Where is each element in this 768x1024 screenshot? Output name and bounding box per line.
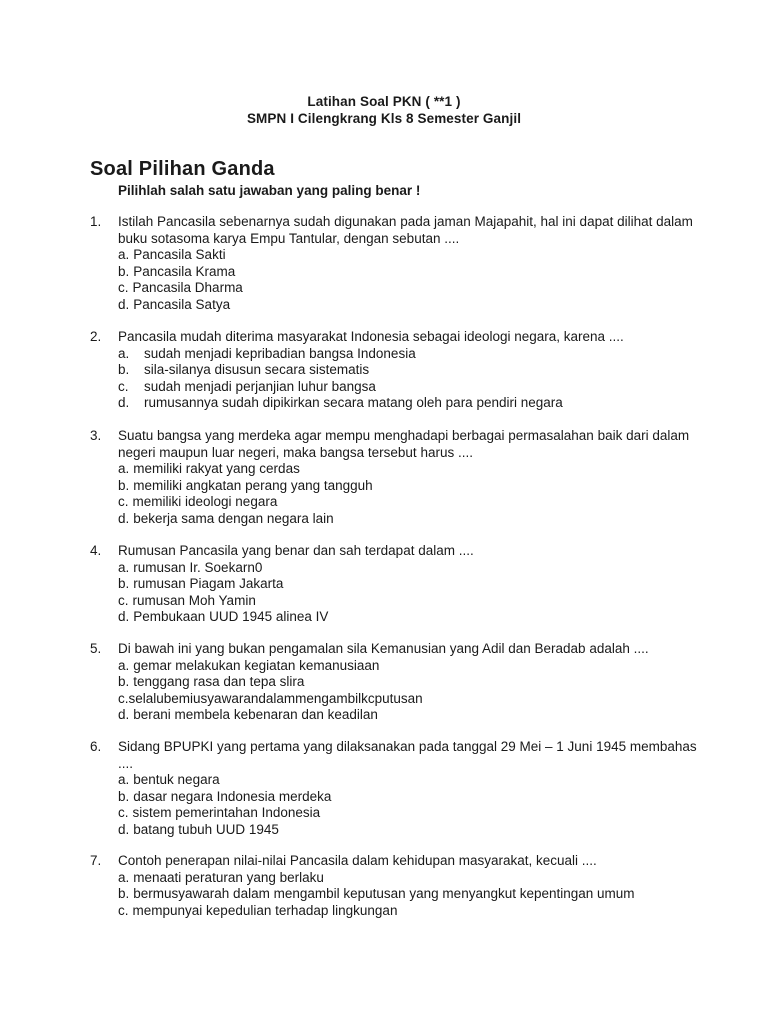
question-body: [118, 428, 708, 527]
option-label: a.: [118, 345, 130, 361]
option-label: a.: [118, 772, 130, 787]
option-label: d.: [118, 609, 130, 624]
option-list: [118, 772, 708, 838]
question-text: Istilah Pancasila sebenarnya sudah digunakan pada jaman Majapahit, hal ini dapat dilihat dalam buku sotasoma karya Empu Tantular, dengan sebutan ....: [118, 214, 693, 246]
option-label: a.: [118, 559, 130, 575]
option-c: [118, 903, 708, 920]
option-c: [118, 280, 708, 297]
option-label: c.: [118, 494, 129, 509]
option-b: [118, 674, 708, 691]
question-text: Suatu bangsa yang merdeka agar mempu menghadapi berbagai permasalahan baik dari dalam negeri maupun luar negeri, maka bangsa tersebut harus ....: [118, 428, 690, 460]
option-d: [118, 822, 708, 839]
question-body: [118, 543, 708, 626]
option-a: [118, 247, 708, 264]
option-text: mempunyai kepedulian terhadap lingkungan: [132, 902, 398, 918]
option-b: [118, 886, 708, 903]
option-list: [118, 560, 708, 626]
option-b: [118, 789, 708, 806]
option-d: [118, 511, 708, 528]
section-title: Soal Pilihan Ganda: [90, 158, 275, 180]
option-text: Pancasila Krama: [133, 263, 236, 279]
option-text: bekerja sama dengan negara lain: [133, 510, 334, 526]
option-label: b.: [118, 886, 130, 901]
option-label: a.: [118, 657, 130, 673]
option-text: bermusyawarah dalam mengambil keputusan yang menyangkut kepentingan umum: [133, 886, 635, 901]
option-c: [118, 593, 708, 610]
question-number: 1.: [90, 214, 102, 229]
option-text: bentuk negara: [133, 772, 220, 787]
option-label: d.: [118, 821, 130, 837]
option-text: menaati peraturan yang berlaku: [133, 869, 324, 885]
option-a: [118, 870, 708, 887]
question-body: [118, 214, 708, 313]
option-b: [118, 478, 708, 495]
option-text: Pancasila Sakti: [133, 247, 226, 262]
option-label: c.: [118, 378, 129, 394]
option-text: rumusan Ir. Soekarn0: [133, 559, 263, 575]
option-c: [118, 691, 708, 708]
option-a: [118, 658, 708, 675]
option-label: d.: [118, 395, 130, 410]
option-d: [118, 609, 708, 626]
option-text: rumusan Moh Yamin: [132, 592, 256, 608]
option-list: [118, 658, 708, 724]
question-number: 2.: [90, 329, 102, 344]
option-text: sudah menjadi perjanjian luhur bangsa: [144, 378, 376, 394]
question-text: Pancasila mudah diterima masyarakat Indonesia sebagai ideologi negara, karena ....: [118, 329, 624, 344]
option-text: memiliki rakyat yang cerdas: [133, 461, 300, 476]
option-a: [118, 346, 708, 363]
option-text: dasar negara Indonesia merdeka: [133, 788, 332, 804]
option-a: [118, 560, 708, 577]
question-body: [118, 329, 708, 412]
option-text: batang tubuh UUD 1945: [133, 821, 279, 837]
option-text: memiliki ideologi negara: [132, 494, 278, 509]
option-text: tenggang rasa dan tepa slira: [133, 674, 305, 689]
option-label: b.: [118, 477, 130, 493]
option-label: b.: [118, 263, 130, 279]
option-label: d.: [118, 707, 130, 722]
option-c: [118, 805, 708, 822]
question-text: Sidang BPUPKI yang pertama yang dilaksanakan pada tanggal 29 Mei – 1 Juni 1945 membahas ....: [118, 739, 697, 771]
option-label: c.: [118, 280, 129, 295]
option-list: [118, 247, 708, 313]
option-b: [118, 362, 708, 379]
option-label: d.: [118, 296, 130, 312]
option-label: a.: [118, 869, 130, 885]
option-label: b.: [118, 362, 130, 377]
option-text: selalubemiusyawarandalammengambilkcputusan: [128, 690, 423, 706]
question-number: 3.: [90, 428, 102, 443]
option-list: [118, 346, 708, 412]
option-a: [118, 461, 708, 478]
question-text: Di bawah ini yang bukan pengamalan sila Kemanusian yang Adil dan Beradab adalah ....: [118, 641, 649, 656]
option-label: c.: [118, 902, 129, 918]
option-c: [118, 379, 708, 396]
option-text: rumusannya sudah dipikirkan secara matang oleh para pendiri negara: [144, 395, 563, 410]
question-body: [118, 641, 708, 724]
section-instruction: Pilihlah salah satu jawaban yang paling benar !: [118, 183, 421, 198]
option-text: sistem pemerintahan Indonesia: [132, 805, 321, 820]
option-d: [118, 297, 708, 314]
option-label: b.: [118, 674, 130, 689]
option-label: c.: [118, 592, 129, 608]
option-text: Pancasila Satya: [133, 296, 231, 312]
option-text: memiliki angkatan perang yang tangguh: [133, 477, 373, 493]
question-text: Contoh penerapan nilai-nilai Pancasila dalam kehidupan masyarakat, kecuali ....: [118, 853, 597, 868]
question-number: 4.: [90, 543, 102, 558]
option-label: c.: [118, 805, 129, 820]
question-text: Rumusan Pancasila yang benar dan sah terdapat dalam ....: [118, 543, 474, 558]
option-list: [118, 870, 708, 920]
option-d: [118, 395, 708, 412]
question-body: [118, 853, 708, 919]
option-label: a.: [118, 461, 130, 476]
document-title: Latihan Soal PKN ( **1 ): [307, 94, 461, 109]
option-label: b.: [118, 576, 130, 591]
option-text: berani membela kebenaran dan keadilan: [133, 707, 378, 722]
option-label: a.: [118, 247, 130, 262]
option-d: [118, 707, 708, 724]
option-b: [118, 576, 708, 593]
option-text: gemar melakukan kegiatan kemanusiaan: [133, 657, 380, 673]
question-number: 7.: [90, 853, 102, 868]
option-text: Pembukaan UUD 1945 alinea IV: [133, 609, 329, 624]
question-number: 6.: [90, 739, 102, 754]
option-text: sila-silanya disusun secara sistematis: [144, 362, 370, 377]
option-label: b.: [118, 788, 130, 804]
question-body: [118, 739, 708, 838]
option-list: [118, 461, 708, 527]
option-text: sudah menjadi kepribadian bangsa Indonesia: [144, 345, 416, 361]
option-label: c.: [118, 690, 129, 706]
option-text: Pancasila Dharma: [132, 280, 243, 295]
option-label: d.: [118, 510, 130, 526]
option-a: [118, 772, 708, 789]
option-b: [118, 264, 708, 281]
document-subtitle: SMPN I Cilengkrang Kls 8 Semester Ganjil: [246, 111, 522, 126]
question-number: 5.: [90, 641, 102, 656]
option-c: [118, 494, 708, 511]
option-text: rumusan Piagam Jakarta: [133, 576, 284, 591]
